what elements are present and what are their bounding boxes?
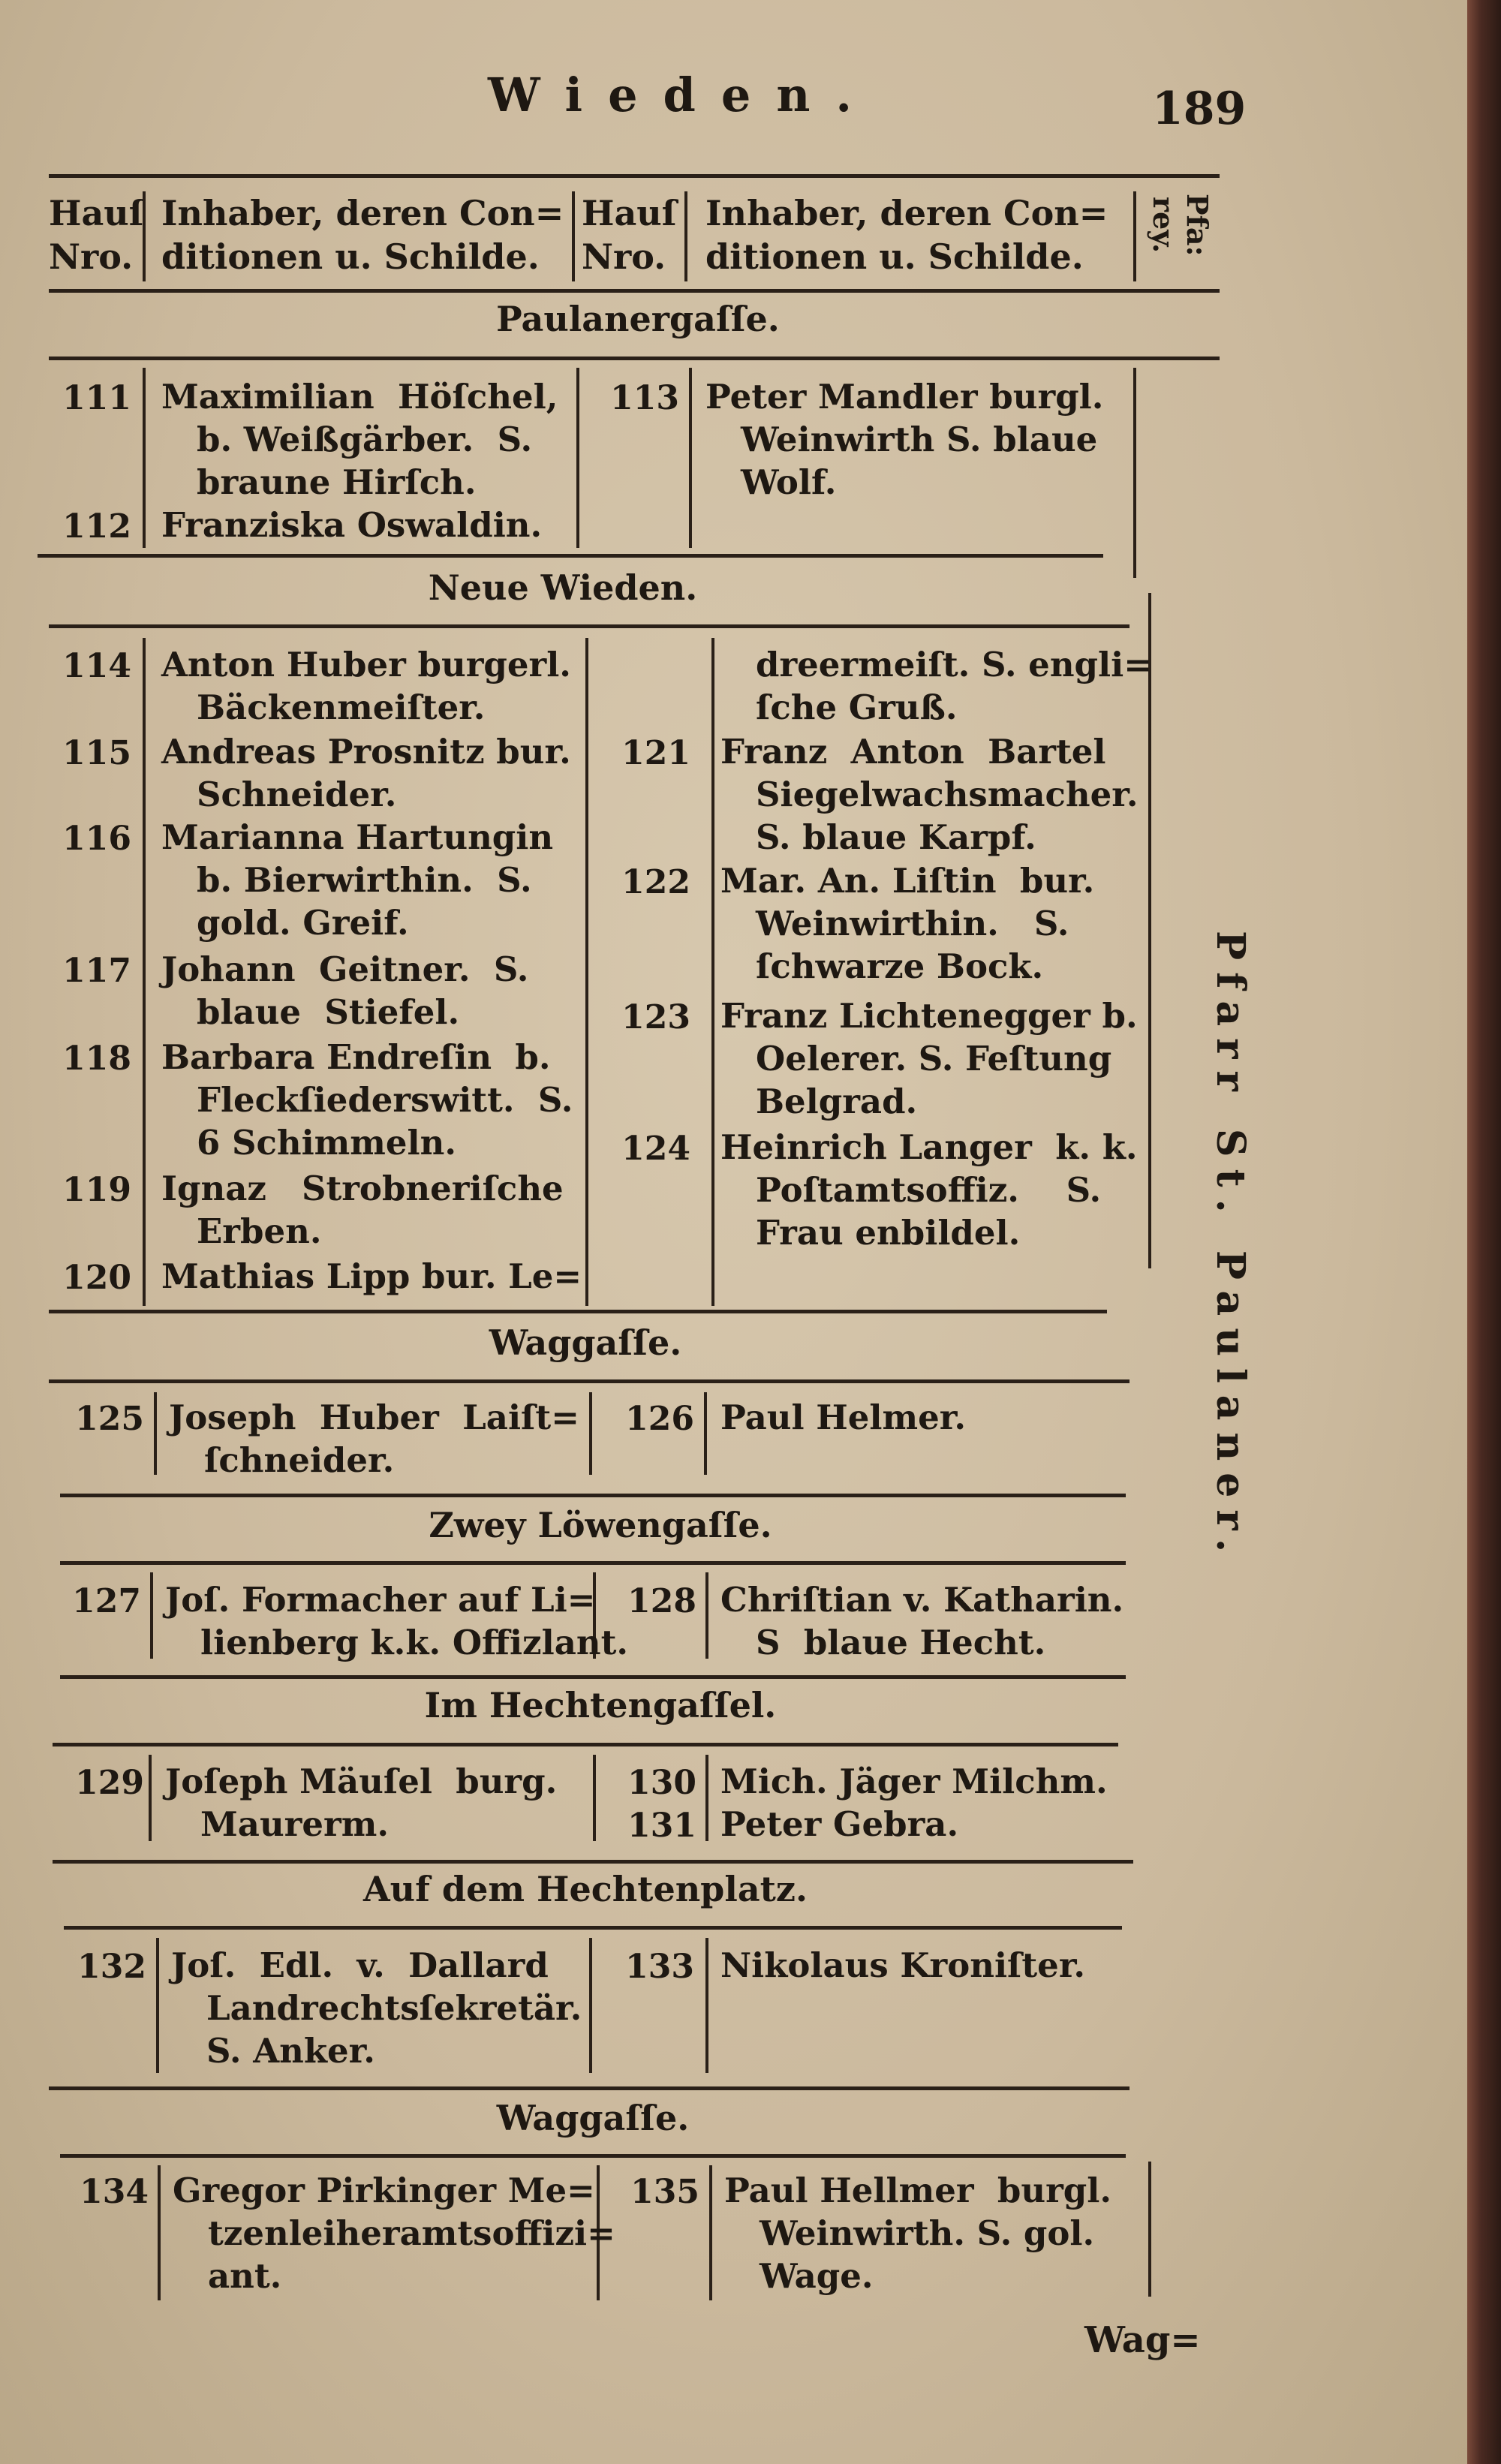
street-heading: Auf dem Hechtenplatz. — [362, 1869, 808, 1909]
entry-line: Weinwirth S. blaue — [705, 420, 1098, 459]
col-divider — [711, 638, 714, 1306]
entry-line: Anton Huber burgerl. — [161, 645, 571, 684]
house-number: 133 — [625, 1948, 694, 1986]
col-divider — [593, 1755, 596, 1841]
entry-line: ſchwarze Bock. — [720, 946, 1044, 986]
section-rule — [60, 1561, 1126, 1565]
col-inhaber-label-2: ditionen u. Schilde. — [161, 236, 540, 277]
col-divider — [154, 1392, 157, 1475]
house-number: 126 — [625, 1400, 694, 1438]
entry-line: ſche Gruß. — [720, 687, 958, 727]
entry-line: Maurerm. — [165, 1804, 390, 1844]
col-divider — [589, 1392, 592, 1475]
entry-line: lienberg k.k. Offizlant. — [165, 1623, 629, 1662]
house-number: 111 — [62, 379, 131, 417]
entry-line: Franz Lichtenegger b. — [720, 996, 1138, 1036]
street-heading: Im Hechtengaſſel. — [424, 1685, 777, 1725]
entry-line: ſchneider. — [169, 1440, 395, 1480]
entry-line: Oelerer. S. Feſtung — [720, 1039, 1112, 1079]
house-number: 135 — [630, 2173, 699, 2211]
entry-line: Peter Mandler burgl. — [705, 377, 1104, 417]
col-divider — [149, 1755, 152, 1841]
col-divider — [143, 638, 146, 1306]
col-divider — [705, 1572, 708, 1659]
entry-line: Johann Geitner. S. — [161, 949, 529, 989]
entry-line: Joſ. Formacher auf Li= — [165, 1580, 596, 1620]
house-number: 121 — [621, 734, 690, 772]
street-heading: Waggaſſe. — [489, 1322, 682, 1363]
col-divider — [158, 2165, 161, 2300]
house-number: 127 — [72, 1582, 141, 1620]
section-rule — [49, 1310, 1107, 1313]
col-divider — [156, 1938, 159, 2073]
section-rule — [53, 1743, 1118, 1746]
house-number: 128 — [627, 1582, 696, 1620]
entry-line: Frau enbildel. — [720, 1213, 1021, 1253]
house-number: 131 — [627, 1807, 696, 1845]
catchword: Wag= — [1084, 2319, 1201, 2361]
entry-line: Joseph Huber Laiſt= — [169, 1397, 579, 1437]
house-number: 124 — [621, 1130, 690, 1168]
entry-line: Weinwirthin. S. — [720, 904, 1069, 943]
section-rule — [60, 1494, 1126, 1497]
section-rule — [49, 1379, 1130, 1383]
entry-line: Franziska Oswaldin. — [161, 505, 543, 545]
house-number: 115 — [62, 734, 131, 772]
entry-line: Marianna Hartungin — [161, 817, 554, 857]
entry-line: Andreas Prosnitz bur. — [161, 732, 571, 772]
entry-line: Mich. Jäger Milchm. — [720, 1762, 1108, 1801]
entry-line: S blaue Hecht. — [720, 1623, 1046, 1662]
house-number: 120 — [62, 1259, 131, 1297]
col-nro-label: Nro. — [49, 236, 134, 277]
entry-line: Franz Anton Bartel — [720, 732, 1106, 772]
col-divider — [143, 368, 146, 548]
col-divider — [709, 2165, 712, 2300]
house-number: 130 — [627, 1764, 696, 1802]
entry-line: Ignaz Strobneriſche — [161, 1169, 564, 1208]
entry-line: Chriſtian v. Katharin. — [720, 1580, 1124, 1620]
col-divider — [1133, 191, 1136, 281]
page-number: 189 — [1152, 83, 1247, 135]
col-inhaber-label: Inhaber, deren Con= — [161, 193, 564, 233]
col-inhaber-2 — [705, 191, 1108, 278]
house-number: 132 — [77, 1948, 146, 1986]
entry-line: Maximilian Höſchel, — [161, 377, 558, 417]
house-number: 119 — [62, 1171, 131, 1209]
section-rule — [49, 2086, 1130, 2090]
entry-line: Nikolaus Kroniſter. — [720, 1945, 1086, 1985]
entry-line: Erben. — [161, 1211, 322, 1251]
header-rule-bottom — [49, 289, 1220, 293]
entry-line: Paul Helmer. — [720, 1397, 966, 1437]
house-number: 113 — [610, 379, 679, 417]
entry-line: Bäckenmeiſter. — [161, 687, 486, 727]
col-divider — [585, 638, 588, 1306]
col-divider — [150, 1572, 153, 1659]
entry-line: Mar. An. Liſtin bur. — [720, 861, 1095, 901]
section-rule — [49, 357, 1220, 360]
entry-line: Weinwirth. S. gol. — [724, 2213, 1095, 2253]
entry-line: S. blaue Karpf. — [720, 817, 1036, 857]
house-number: 118 — [62, 1039, 131, 1078]
col-divider — [1148, 593, 1151, 1268]
col-divider — [576, 368, 579, 548]
col-divider — [704, 1392, 707, 1475]
street-heading: Waggaſſe. — [496, 2098, 690, 2138]
col-divider — [589, 1938, 592, 2073]
entry-line: Schneider. — [161, 775, 397, 814]
house-number: 117 — [62, 952, 131, 990]
col-divider — [572, 191, 575, 281]
entry-line: Joſ. Edl. v. Dallard — [171, 1945, 549, 1985]
street-heading: Zwey Löwengaſſe. — [429, 1505, 772, 1545]
entry-line: Siegelwachsmacher. — [720, 775, 1139, 814]
entry-line: Landrechtsſekretär. — [171, 1988, 582, 2028]
entry-line: b. Bierwirthin. S. — [161, 860, 532, 900]
parish-side-label: Pfarr St. Paulaner. — [1208, 931, 1253, 1565]
col-divider — [705, 1755, 708, 1841]
entry-line: Fleckſiederswitt. S. — [161, 1080, 573, 1120]
entry-line: Wage. — [724, 2256, 874, 2296]
entry-line: Joſeph Mäuſel burg. — [165, 1762, 558, 1801]
entry-line: gold. Greif. — [161, 903, 409, 943]
col-haus-label: Hauſ — [49, 193, 144, 233]
col-haus-label: Hauſ — [582, 193, 677, 233]
col-inhaber-label: Inhaber, deren Con= — [705, 193, 1108, 233]
house-number: 123 — [621, 998, 690, 1036]
entry-line: Belgrad. — [720, 1082, 918, 1121]
entry-line: Poſtamtsoffiz. S. — [720, 1170, 1102, 1210]
page-title: Wieden. — [488, 68, 877, 122]
entry-line: blaue Stiefel. — [161, 992, 460, 1032]
entry-line: braune Hirſch. — [161, 462, 477, 502]
col-nro-label: Nro. — [582, 236, 666, 277]
entry-line: Barbara Endreſin b. — [161, 1037, 551, 1077]
entry-line: Wolf. — [705, 462, 837, 502]
entry-line: tzenleiheramtsoffizi= — [173, 2213, 615, 2253]
col-divider — [143, 191, 146, 281]
entry-line: Gregor Pirkinger Me= — [173, 2171, 595, 2210]
street-heading: Neue Wieden. — [428, 567, 698, 608]
house-number: 134 — [80, 2173, 149, 2211]
house-number: 112 — [62, 507, 131, 546]
header-rule — [49, 174, 1220, 178]
entry-line: S. Anker. — [171, 2031, 375, 2071]
book-binding-edge — [1467, 0, 1501, 2464]
col-divider — [1133, 368, 1136, 578]
section-rule — [60, 2154, 1126, 2158]
entry-line: ant. — [173, 2256, 282, 2296]
col-divider — [705, 1938, 708, 2073]
col-haus-nro-1 — [49, 191, 144, 278]
col-inhaber-label-2: ditionen u. Schilde. — [705, 236, 1084, 277]
entry-line: Mathias Lipp bur. Le= — [161, 1256, 582, 1296]
entry-line: Heinrich Langer k. k. — [720, 1127, 1138, 1167]
section-rule — [49, 624, 1130, 628]
section-rule — [53, 1860, 1133, 1864]
col-divider — [1148, 2162, 1151, 2297]
section-rule — [64, 1926, 1122, 1930]
col-pfarrey: Pfa: rey. — [1147, 194, 1214, 257]
entry-line: 6 Schimmeln. — [161, 1123, 457, 1163]
section-rule — [38, 554, 1103, 558]
house-number: 125 — [75, 1400, 144, 1438]
col-divider — [689, 368, 692, 548]
section-rule — [60, 1675, 1126, 1679]
entry-line: Paul Hellmer burgl. — [724, 2171, 1112, 2210]
entry-line: b. Weißgärber. S. — [161, 420, 533, 459]
col-haus-nro-2 — [582, 191, 677, 278]
house-number: 122 — [621, 863, 690, 901]
street-heading: Paulanergaſſe. — [496, 299, 780, 339]
entry-line: dreermeiſt. S. engli= — [720, 645, 1152, 684]
col-divider — [684, 191, 687, 281]
col-inhaber-1 — [161, 191, 564, 278]
entry-line: Peter Gebra. — [720, 1804, 959, 1844]
house-number: 114 — [62, 647, 131, 685]
house-number: 129 — [75, 1764, 144, 1802]
house-number: 116 — [62, 820, 131, 858]
